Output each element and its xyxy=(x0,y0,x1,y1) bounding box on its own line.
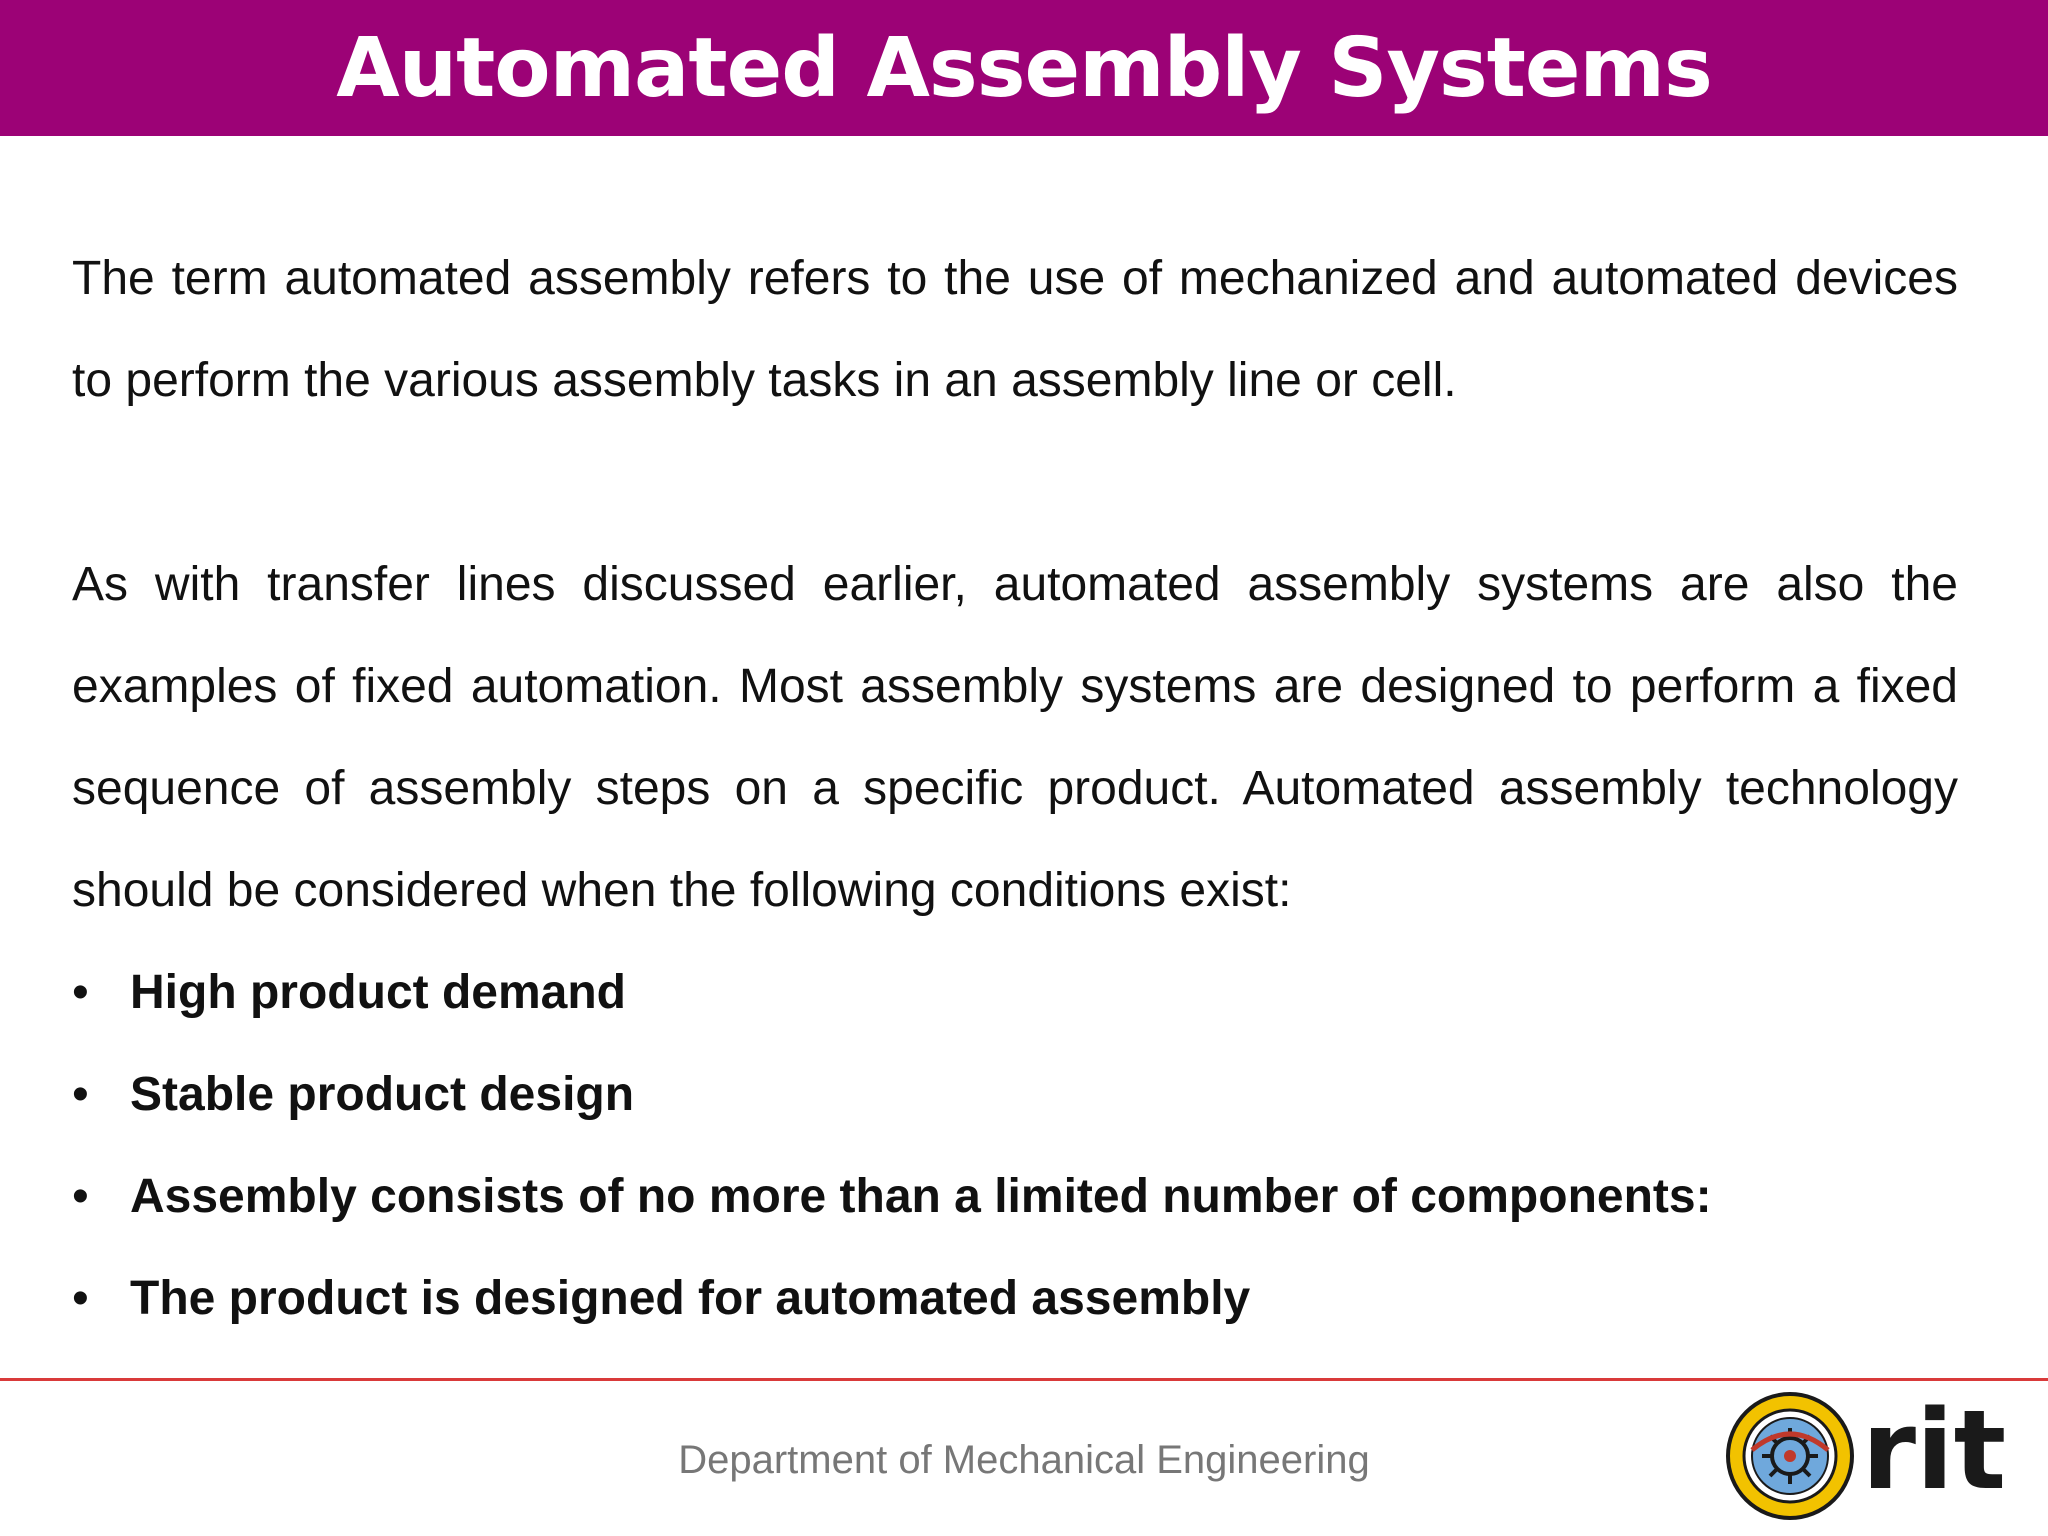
institute-logo xyxy=(1722,1388,2022,1524)
list-item-text: The product is designed for automated assembly xyxy=(130,1272,1251,1325)
slide-title: Automated Assembly Systems xyxy=(336,21,1712,116)
slide-content xyxy=(72,228,1958,1350)
bullet-icon: • xyxy=(72,966,89,1019)
footer-divider xyxy=(0,1378,2048,1381)
list-item-text: High product demand xyxy=(130,966,626,1019)
bullet-icon: • xyxy=(72,1068,89,1121)
conditions-list xyxy=(72,942,1958,1350)
intro-paragraph: The term automated assembly refers to the use of mechanized and automated devices to perform the various assembly tasks in an assembly line or cell. xyxy=(72,252,1958,407)
list-item xyxy=(72,942,1958,1044)
logo-wordmark: rit xyxy=(1861,1388,2007,1514)
list-item xyxy=(72,1044,1958,1146)
title-bar xyxy=(0,0,2048,136)
conditions-paragraph: As with transfer lines discussed earlier, automated assembly systems are also the examples of fixed automation. Most assembly systems are designed to perform a fixed sequence of assembly steps on a specific product. Automated assembly technology should be considered when the following conditions exist: xyxy=(72,558,1958,917)
list-item xyxy=(72,1146,1958,1248)
list-item-text: Stable product design xyxy=(130,1068,635,1121)
bullet-icon: • xyxy=(72,1272,89,1325)
bullet-icon: • xyxy=(72,1170,89,1223)
list-item-text: Assembly consists of no more than a limited number of components: xyxy=(130,1170,1712,1223)
list-item xyxy=(72,1248,1958,1350)
department-name: Department of Mechanical Engineering xyxy=(678,1438,1370,1482)
